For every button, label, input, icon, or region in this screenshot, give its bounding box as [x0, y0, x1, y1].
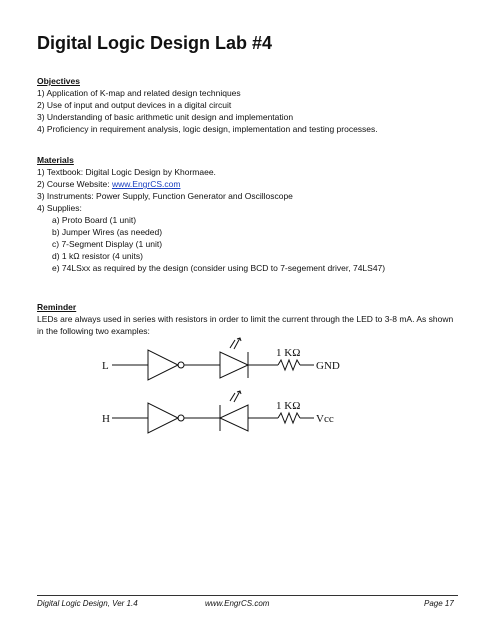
reminder-heading: Reminder [37, 302, 77, 312]
led-diode-icon [220, 405, 248, 431]
objectives-heading: Objectives [37, 76, 80, 86]
objective-item: 2) Use of input and output devices in a digital circuit [37, 100, 232, 110]
resistor-label: 1 KΩ [276, 400, 301, 412]
ground-terminal-label: GND [316, 360, 340, 372]
course-website-link[interactable]: www.EngrCS.com [111, 179, 181, 189]
supply-item: a) Proto Board (1 unit) [52, 215, 137, 225]
objective-item: 4) Proficiency in requirement analysis, logic design, implementation and testing processes. [37, 124, 378, 134]
supply-item: d) 1 kΩ resistor (4 units) [52, 251, 143, 261]
resistor-icon [278, 360, 300, 370]
vcc-terminal-label: Vcc [316, 413, 334, 425]
supply-item: b) Jumper Wires (as needed) [52, 227, 163, 237]
material-item: 1) Textbook: Digital Logic Design by Khormaee. [37, 167, 216, 177]
circuit-row-low [102, 338, 340, 380]
material-item-label: 2) Course Website: [37, 179, 112, 189]
material-item: 4) Supplies: [37, 203, 82, 213]
led-circuit-diagram [80, 336, 380, 446]
materials-heading: Materials [37, 155, 74, 165]
reminder-text: LEDs are always used in series with resistors in order to limit the current through the LED to 3-8 mA. As shown in the following two examples: [37, 314, 454, 336]
objective-item: 1) Application of K-map and related design techniques [37, 88, 241, 98]
footer-divider [37, 595, 458, 596]
led-diode-icon [220, 352, 248, 378]
supply-item: e) 74LSxx as required by the design (consider using BCD to 7-segement driver, 74LS47) [52, 263, 386, 273]
material-item: 3) Instruments: Power Supply, Function Generator and Oscilloscope [37, 191, 293, 201]
footer-page-number: Page 17 [424, 599, 454, 608]
footer-website: www.EngrCS.com [205, 599, 270, 608]
resistor-label: 1 KΩ [276, 347, 301, 359]
page-title: Digital Logic Design Lab #4 [37, 33, 273, 53]
inverter-gate-icon [148, 350, 178, 380]
light-emission-arrows-icon [230, 338, 241, 349]
resistor-icon [278, 413, 300, 423]
light-emission-arrows-icon [230, 391, 241, 402]
material-item-website [37, 179, 180, 190]
input-label-low: L [102, 360, 109, 372]
circuit-row-high [102, 391, 334, 433]
supply-item: c) 7-Segment Display (1 unit) [52, 239, 163, 249]
objective-item: 3) Understanding of basic arithmetic unit design and implementation [37, 112, 294, 122]
inverter-gate-icon [148, 403, 178, 433]
input-label-high: H [102, 413, 110, 425]
footer-course-version: Digital Logic Design, Ver 1.4 [37, 599, 138, 608]
